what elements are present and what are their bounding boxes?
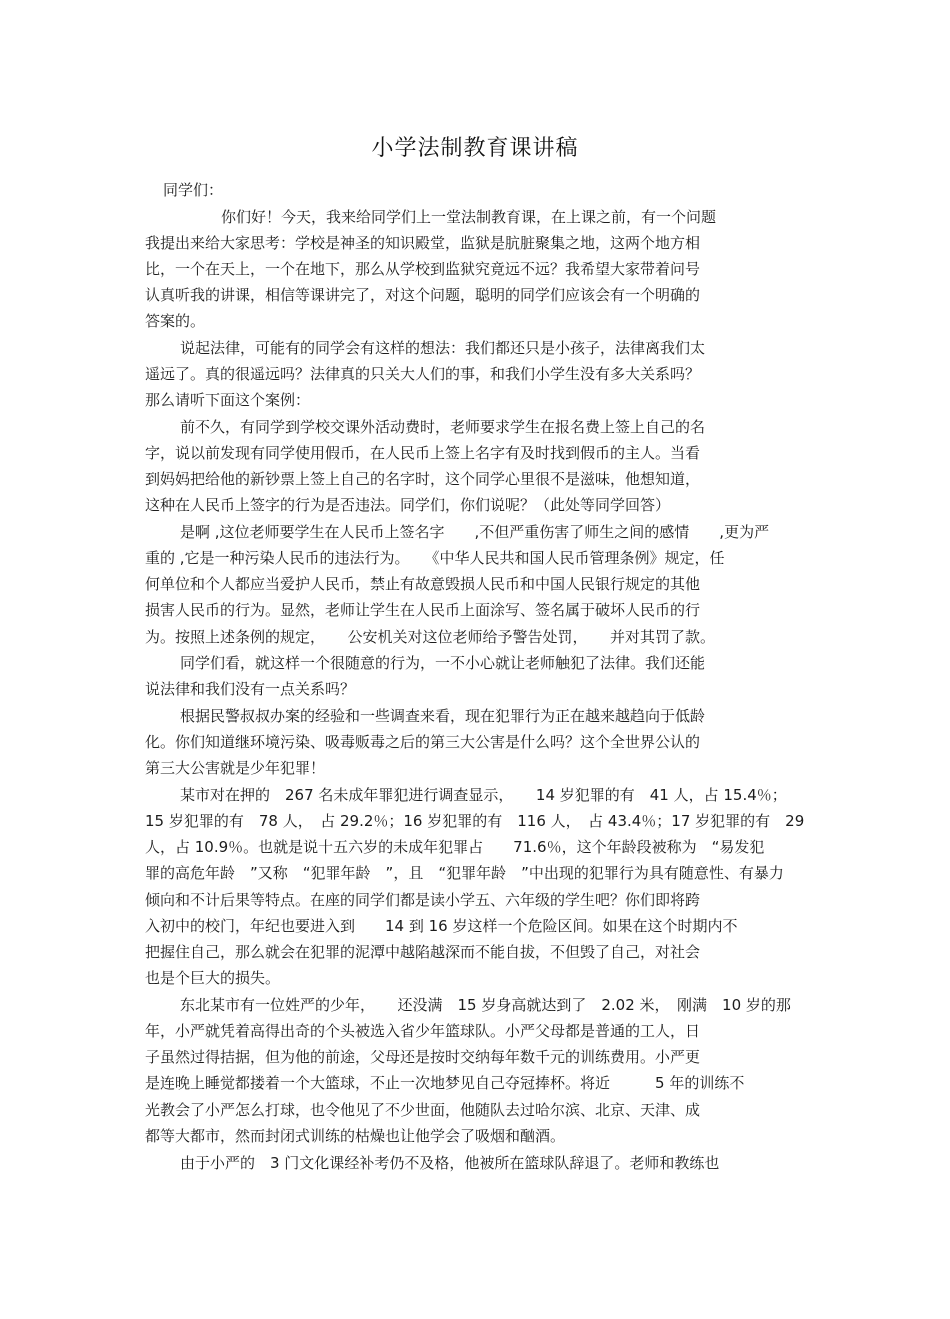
text-line: 字，说以前发现有同学使用假币，在人民币上签上名字有及时找到假币的主人。当看 [145,444,701,462]
text-line: 遥远了。真的很遥远吗？法律真的只关大人们的事，和我们小学生没有多大关系吗？ [145,365,701,383]
text-line: 东北某市有一位姓严的少年， 还没满 15 岁身高就达到了 2.02 米， 刚满 10 岁的那 [180,996,791,1014]
text-line: 你们好！今天，我来给同学们上一堂法制教育课，在上课之前，有一个问题 [221,208,717,226]
text-line: 某市对在押的 267 名未成年罪犯进行调查显示， 14 岁犯罪的有 41 人，占 15.4％； [180,786,787,804]
text-line: 是连晚上睡觉都搂着一个大篮球，不止一次地梦见自己夺冠捧杯。将近 5 年的训练不 [145,1074,745,1092]
text-line: 同学们： [163,181,224,199]
text-line: 入初中的校门，年纪也要进入到 14 到 16 岁这样一个危险区间。如果在这个时期内不 [145,917,738,935]
text-line: 说起法律，可能有的同学会有这样的想法：我们都还只是小孩子，法律离我们太 [180,339,706,357]
text-line: 为。按照上述条例的规定， 公安机关对这位老师给予警告处罚， 并对其罚了款。 [145,628,716,646]
page-title: 小学法制教育课讲稿 [371,136,579,161]
text-line: 说法律和我们没有一点关系吗？ [145,680,356,698]
text-line: 这种在人民币上签字的行为是否违法。同学们，你们说呢？（此处等同学回答） [145,496,671,514]
text-line: 都等大都市，然而封闭式训练的枯燥也让他学会了吸烟和酗酒。 [145,1127,566,1145]
text-line: 光教会了小严怎么打球，也令他见了不少世面，他随队去过哈尔滨、北京、天津、成 [145,1101,701,1119]
text-line: 重的 ,它是一种污染人民币的违法行为。 《中华人民共和国人民币管理条例》规定，任 [145,549,725,567]
text-line: 也是个巨大的损失。 [145,969,281,987]
text-line: 人，占 10.9％。也就是说十五六岁的未成年犯罪占 71.6％，这个年龄段被称为 “易发犯 [145,838,765,856]
text-line: 罪的高危年龄 ”又称 “犯罪年龄 ”，且 “犯罪年龄 ”中出现的犯罪行为具有随意性、有暴力 [145,864,784,882]
text-line: 到妈妈把给他的新钞票上签上自己的名字时，这个同学心里很不是滋味，他想知道， [145,470,701,488]
text-line: 第三大公害就是少年犯罪！ [145,759,326,777]
text-line: 由于小严的 3 门文化课经补考仍不及格，他被所在篮球队辞退了。老师和教练也 [180,1154,720,1172]
text-line: 何单位和个人都应当爱护人民币，禁止有故意毁损人民币和中国人民银行规定的其他 [145,575,701,593]
text-line: 那么请听下面这个案例： [145,391,311,409]
text-line: 前不久，有同学到学校交课外活动费时，老师要求学生在报名费上签上自己的名 [180,418,706,436]
text-line: 15 岁犯罪的有 78 人， 占 29.2％；16 岁犯罪的有 116 人， 占 43.4％；17 岁犯罪的有 29 [145,812,805,830]
text-line: 比，一个在天上，一个在地下，那么从学校到监狱究竟远不远？我希望大家带着问号 [145,260,701,278]
text-line: 答案的。 [145,312,206,330]
text-line: 年，小严就凭着高得出奇的个头被选入省少年篮球队。小严父母都是普通的工人，日 [145,1022,701,1040]
text-line: 把握住自己，那么就会在犯罪的泥潭中越陷越深而不能自拔，不但毁了自己，对社会 [145,943,701,961]
text-line: 倾向和不计后果等特点。在座的同学们都是读小学五、六年级的学生吧？你们即将跨 [145,891,701,909]
text-line: 我提出来给大家思考：学校是神圣的知识殿堂，监狱是肮脏聚集之地，这两个地方相 [145,234,701,252]
text-line: 同学们看，就这样一个很随意的行为，一不小心就让老师触犯了法律。我们还能 [180,654,706,672]
text-line: 认真听我的讲课，相信等课讲完了，对这个问题，聪明的同学们应该会有一个明确的 [145,286,701,304]
text-line: 化。你们知道继环境污染、吸毒贩毒之后的第三大公害是什么吗？这个全世界公认的 [145,733,701,751]
text-line: 根据民警叔叔办案的经验和一些调查来看，现在犯罪行为正在越来越趋向于低龄 [180,707,706,725]
text-line: 子虽然过得拮据，但为他的前途，父母还是按时交纳每年数千元的训练费用。小严更 [145,1048,701,1066]
text-line: 是啊 ,这位老师要学生在人民币上签名字 ,不但严重伤害了师生之间的感情 ,更为严 [180,523,770,541]
text-line: 损害人民币的行为。显然，老师让学生在人民币上面涂写、签名属于破坏人民币的行 [145,601,701,619]
